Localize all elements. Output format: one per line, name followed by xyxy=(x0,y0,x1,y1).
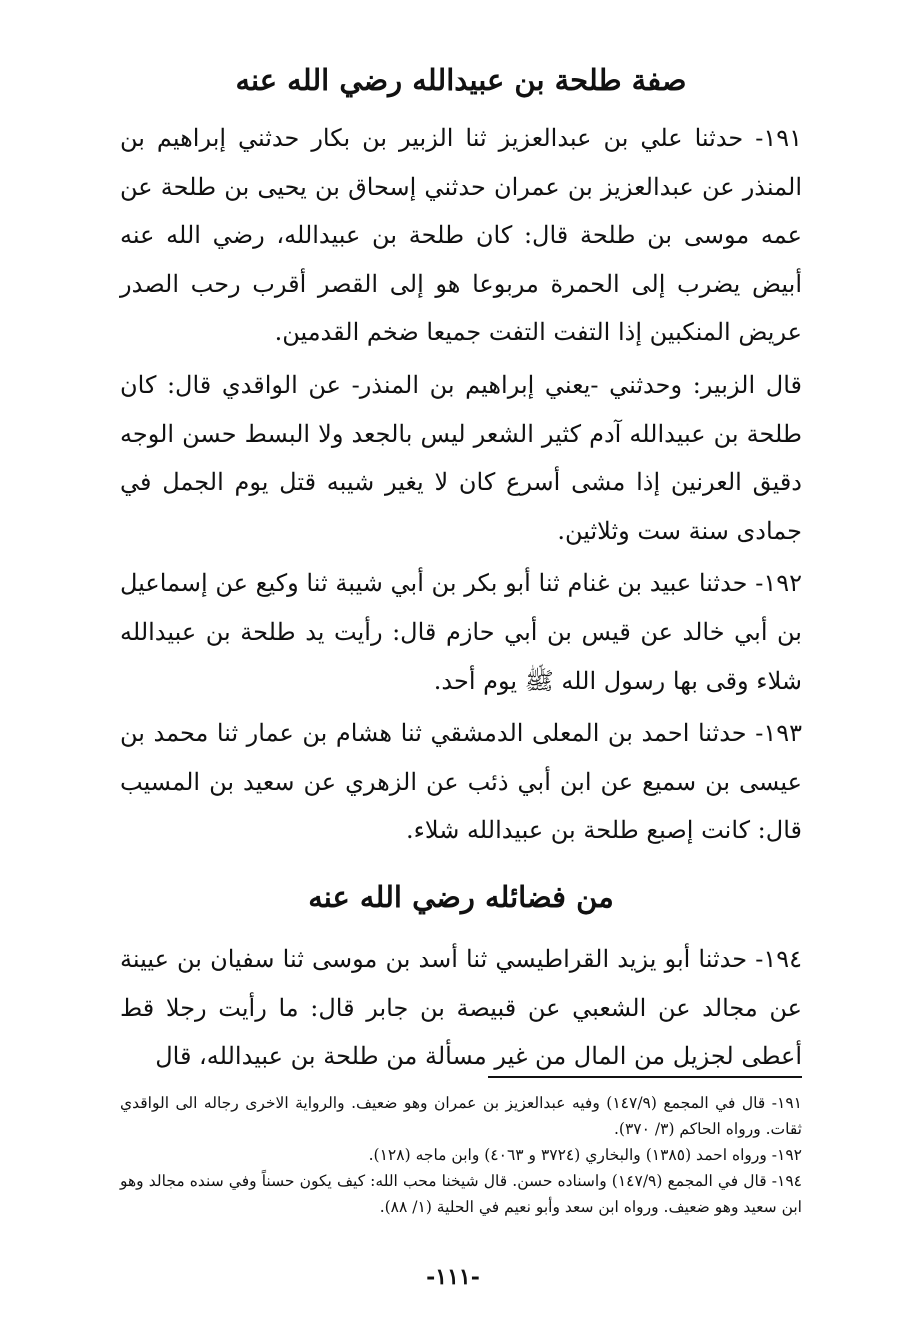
footnote-192: ١٩٢- ورواه احمد (١٣٨٥) والبخاري (٣٧٢٤ و ٤٠٦٣) وابن ماجه (١٢٨). xyxy=(368,1146,802,1164)
footnotes xyxy=(120,1090,802,1220)
hadith-191-zubayr-paragraph: قال الزبير: وحدثني -يعني إبراهيم بن المنذر- عن الواقدي قال: كان طلحة بن عبيدالله آدم كثير الشعر ليس بالجعد ولا البسط حسن الوجه دقيق العرنين إذا مشى أسرع كان لا يغير شيبه قتل يوم الجمل في جمادى سنة ست وثلاثين. xyxy=(120,370,802,545)
hadith-193-paragraph: ١٩٣- حدثنا احمد بن المعلى الدمشقي ثنا هشام بن عمار ثنا محمد بن عيسى بن سميع عن ابن أبي ذئب عن الزهري عن سعيد بن المسيب قال: كانت إصبع طلحة بن عبيدالله شلاء. xyxy=(120,719,802,845)
section-title: صفة طلحة بن عبيدالله رضي الله عنه xyxy=(235,63,687,97)
hadith-194-paragraph: ١٩٤- حدثنا أبو يزيد القراطيسي ثنا أسد بن موسى ثنا سفيان بن عيينة عن مجالد عن الشعبي عن قبيصة بن جابر قال: ما رأيت رجلا قط أعطى لجزيل من المال من غير مسألة من طلحة بن عبيدالله، قال xyxy=(120,944,802,1071)
hadith-191-paragraph: ١٩١- حدثنا علي بن عبدالعزيز ثنا الزبير بن بكار حدثني إبراهيم بن المنذر عن عبدالعزيز بن عمران حدثني إسحاق بن يحيى بن طلحة عن عمه موسى بن طلحة قال: كان طلحة بن عبيدالله، رضي الله عنه أبيض يضرب إلى الحمرة مربوعا هو إلى القصر أقرب رحب الصدر عريض المنكبين إذا التفت التفت جميعا ضخم القدمين. xyxy=(120,124,802,347)
footnote-divider xyxy=(488,1076,802,1078)
virtues-subheading: من فضائله رضي الله عنه xyxy=(308,879,614,914)
hadith-192-paragraph: ١٩٢- حدثنا عبيد بن غنام ثنا أبو بكر بن أبي شيبة ثنا وكيع عن إسماعيل بن أبي خالد عن قيس بن أبي حازم قال: رأيت يد طلحة بن عبيدالله شلاء وقى بها رسول الله ﷺ يوم أحد. xyxy=(120,569,802,695)
page-number: -١١١- xyxy=(426,1264,480,1290)
footnote-191: ١٩١- قال في المجمع (١٤٧/٩) وفيه عبدالعزيز بن عمران وهو ضعيف. والرواية الاخرى رجاله الى الواقدي ثقات. ورواه الحاكم (٣/ ٣٧٠). xyxy=(120,1094,802,1138)
footnote-194: ١٩٤- قال في المجمع (١٤٧/٩) واسناده حسن. قال شيخنا محب الله: كيف يكون حسناً وفي سنده مجالد وهو ابن سعيد وهو ضعيف. ورواه ابن سعد وأبو نعيم في الحلية (١/ ٨٨). xyxy=(120,1172,802,1216)
